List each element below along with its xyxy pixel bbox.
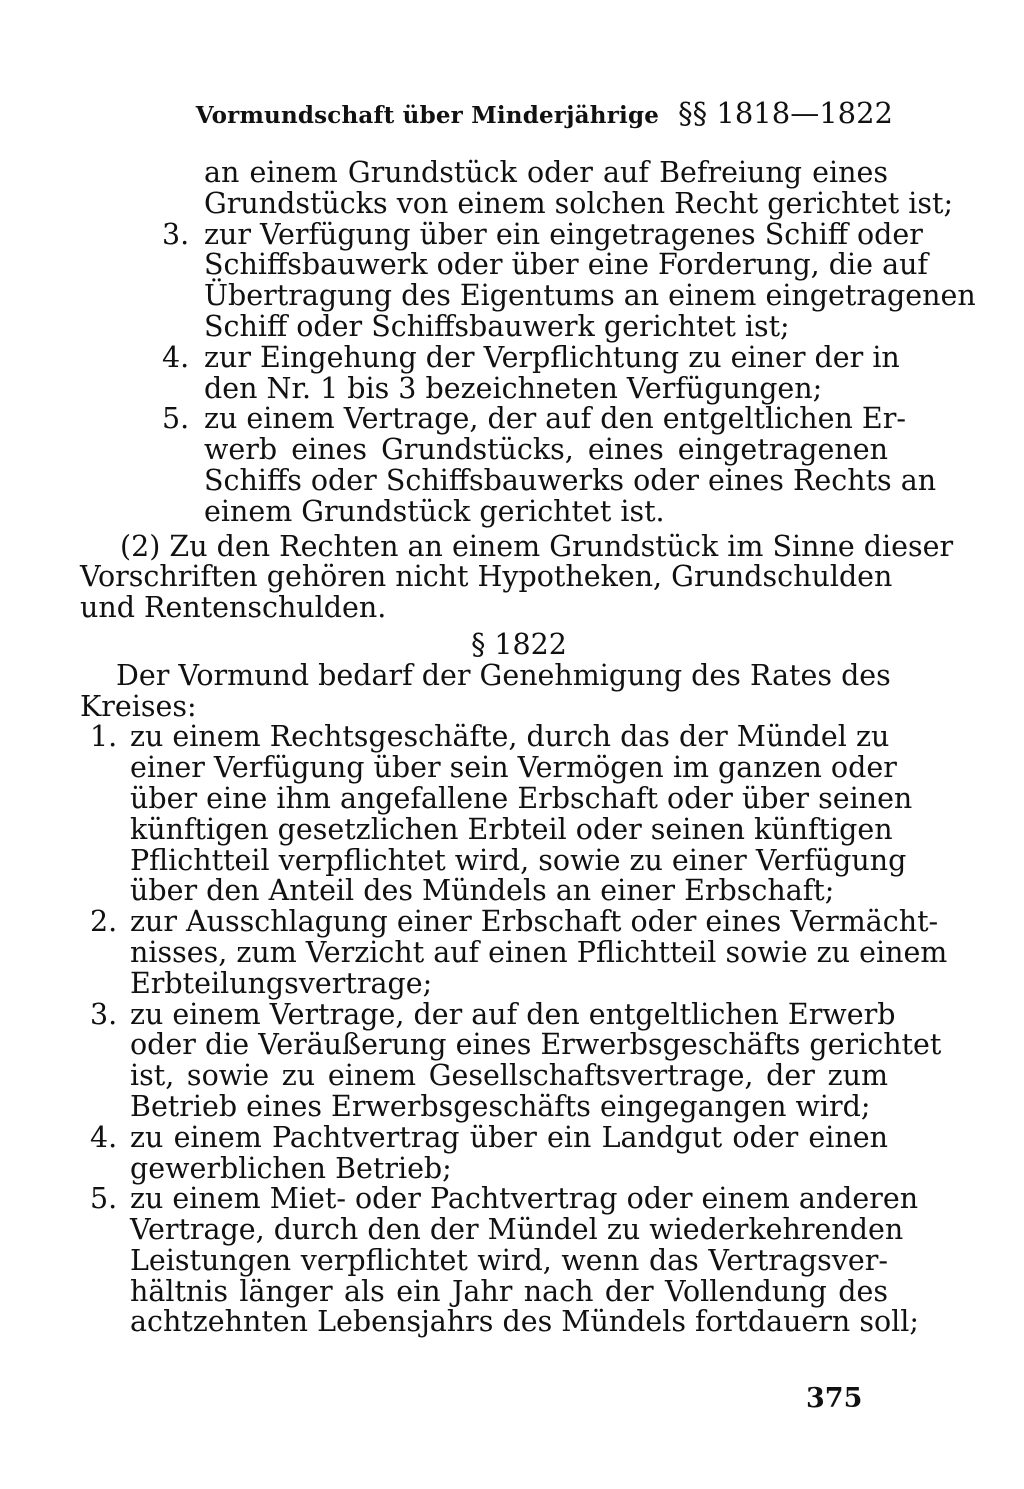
header-title: Vormundschaft über Minderjährige: [195, 102, 660, 129]
list-item: [90, 1182, 919, 1339]
text-line: Pflichtteil verpflichtet wird, sowie zu einer Verfügung: [130, 843, 907, 877]
header-section-range: §§ 1818—1822: [678, 96, 893, 130]
text-line: zu einem Vertrage, der auf den entgeltlichen Er-: [204, 402, 906, 436]
text-line: zur Ausschlagung einer Erbschaft oder eines Vermächt-: [130, 905, 939, 939]
text-line: hältnis länger als ein Jahr nach der Vollendung des: [130, 1274, 888, 1308]
text-line: zu einem Rechtsgeschäfte, durch das der Mündel zu: [130, 720, 890, 754]
item-number: 4.: [90, 1120, 118, 1154]
item-number: 5.: [162, 402, 190, 436]
text-line: Grundstücks von einem solchen Recht gerichtet ist;: [204, 186, 954, 220]
item-number: 5.: [90, 1182, 118, 1216]
text-line: Kreises:: [80, 689, 197, 723]
text-line: Vertrage, durch den der Mündel zu wiederkehrenden: [130, 1213, 904, 1247]
list-item: [90, 997, 942, 1123]
list-item: [162, 217, 976, 343]
text-line: an einem Grundstück oder auf Befreiung eines: [204, 156, 888, 189]
text-line: und Rentenschulden.: [80, 591, 387, 625]
text-line: zu einem Miet- oder Pachtvertrag oder einem anderen: [130, 1182, 919, 1216]
list-section-1822: [80, 720, 948, 1339]
text-line: Erbteilungsvertrage;: [130, 966, 433, 1000]
text-line: (2) Zu den Rechten an einem Grundstück im Sinne dieser: [120, 529, 954, 563]
section-intro: [80, 658, 891, 723]
text-line: Schiff oder Schiffsbauwerk gerichtet ist;: [204, 309, 790, 343]
text-line: werb eines Grundstücks, eines eingetragenen: [204, 433, 888, 467]
text-line: Betrieb eines Erwerbsgeschäfts eingegangen wird;: [130, 1089, 871, 1123]
text-line: über den Anteil des Mündels an einer Erbschaft;: [130, 874, 835, 908]
document-body: [80, 156, 976, 1339]
item-number: 3.: [162, 217, 190, 251]
text-line: Vorschriften gehören nicht Hypotheken, Grundschulden: [80, 560, 893, 594]
running-header: [0, 96, 893, 130]
list-item: [90, 720, 913, 908]
text-line: zur Eingehung der Verpflichtung zu einer der in: [204, 340, 900, 374]
item-number: 1.: [90, 720, 118, 754]
text-line: gewerblichen Betrieb;: [130, 1151, 452, 1185]
text-line: zu einem Pachtvertrag über ein Landgut oder einen: [130, 1120, 888, 1154]
section-heading: § 1822: [471, 627, 567, 661]
text-line: Schiffsbauwerk oder über eine Forderung, die auf: [204, 248, 928, 282]
item-number: 2.: [90, 905, 118, 939]
list-item: [162, 340, 900, 405]
page-number: 375: [806, 1383, 863, 1414]
item-number: 4.: [162, 340, 190, 374]
text-line: Der Vormund bedarf der Genehmigung des Rates des: [116, 658, 891, 692]
text-line: einem Grundstück gerichtet ist.: [204, 494, 665, 528]
text-line: oder die Veräußerung eines Erwerbsgeschäfts gerichtet: [130, 1028, 942, 1062]
text-line: Leistungen verpflichtet wird, wenn das Vertragsver-: [130, 1243, 888, 1277]
text-line: über eine ihm angefallene Erbschaft oder über seinen: [130, 781, 913, 815]
text-line: künftigen gesetzlichen Erbteil oder seinen künftigen: [130, 812, 893, 846]
list-item: [90, 905, 948, 1000]
paragraph-2: [80, 529, 954, 625]
list-item: [90, 1120, 888, 1185]
text-line: Übertragung des Eigentums an einem eingetragenen: [204, 279, 976, 313]
continuation-block: [80, 156, 954, 220]
text-line: den Nr. 1 bis 3 bezeichneten Verfügungen;: [204, 371, 823, 405]
list-item: [162, 402, 937, 528]
text-line: nisses, zum Verzicht auf einen Pflichtteil sowie zu einem: [130, 935, 948, 969]
item-number: 3.: [90, 997, 118, 1031]
text-line: zu einem Vertrage, der auf den entgeltlichen Erwerb: [130, 997, 896, 1031]
text-line: ist, sowie zu einem Gesellschaftsvertrage, der zum: [130, 1059, 888, 1093]
text-line: einer Verfügung über sein Vermögen im ganzen oder: [130, 751, 897, 785]
text-line: zur Verfügung über ein eingetragenes Schiff oder: [204, 217, 923, 251]
list-para1: [80, 217, 976, 528]
text-line: achtzehnten Lebensjahrs des Mündels fortdauern soll;: [130, 1305, 919, 1339]
text-line: Schiffs oder Schiffsbauwerks oder eines Rechts an: [204, 463, 937, 497]
